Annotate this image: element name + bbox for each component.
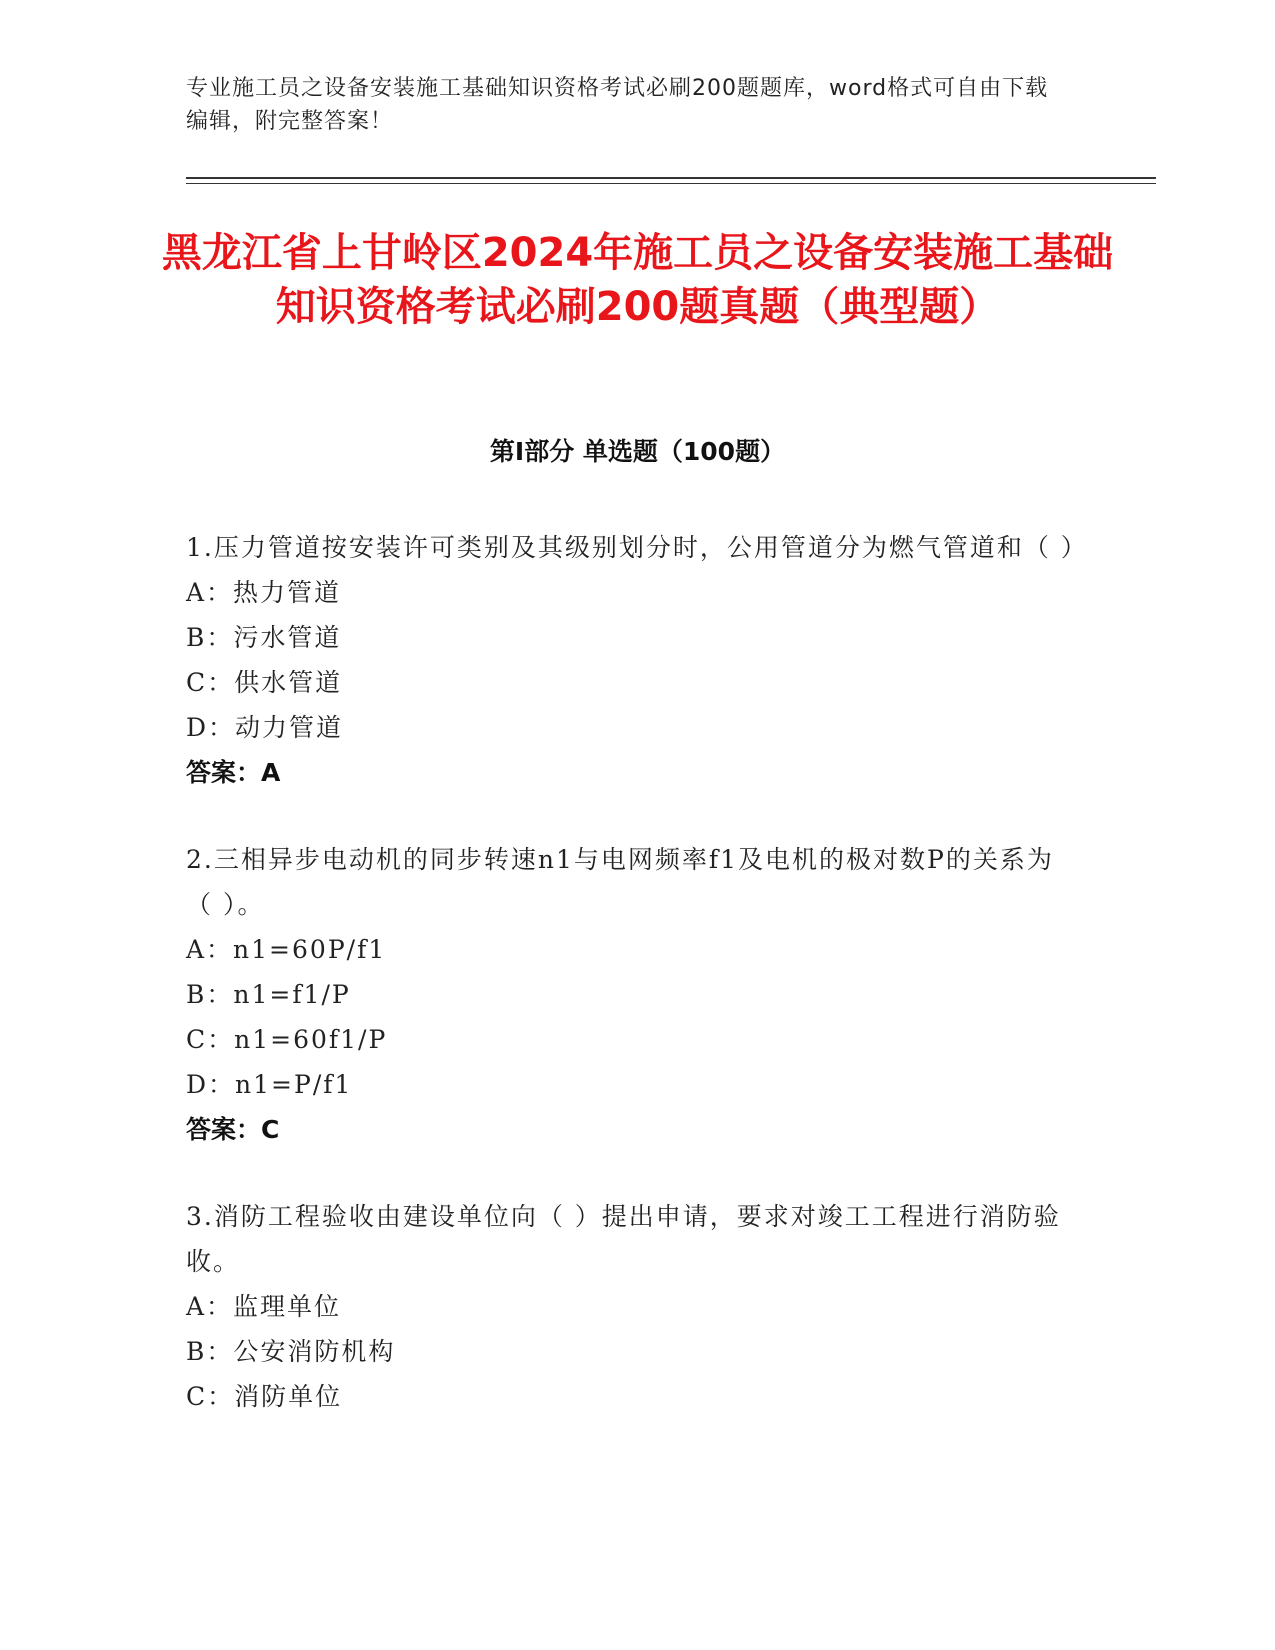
- question-1: [186, 525, 1088, 795]
- option-a: A：热力管道: [186, 578, 342, 607]
- question-list: [186, 525, 1088, 1461]
- option-c: C：供水管道: [186, 668, 343, 697]
- option-a: A：n1=60P/f1: [186, 935, 387, 964]
- header-divider-thin: [186, 183, 1156, 184]
- option-a: A：监理单位: [186, 1292, 342, 1321]
- question-3: [186, 1194, 1076, 1419]
- answer: 答案：A: [186, 758, 281, 787]
- option-c: C：消防单位: [186, 1382, 343, 1411]
- header-divider-thick: [186, 177, 1156, 179]
- option-d: D：动力管道: [186, 713, 344, 742]
- question-stem: 1.压力管道按安装许可类别及其级别划分时，公用管道分为燃气管道和（ ）: [186, 533, 1088, 562]
- option-c: C：n1=60f1/P: [186, 1025, 388, 1054]
- option-d: D：n1=P/f1: [186, 1070, 353, 1099]
- answer: 答案：C: [186, 1115, 280, 1144]
- document-title: 黑龙江省上甘岭区2024年施工员之设备安装施工基础知识资格考试必刷200题真题（典型题）: [161, 230, 1114, 330]
- option-b: B：公安消防机构: [186, 1337, 396, 1366]
- header-note: 专业施工员之设备安装施工基础知识资格考试必刷200题题库，word格式可自由下载编辑，附完整答案！: [186, 76, 1049, 134]
- question-stem: 3.消防工程验收由建设单位向（ ）提出申请，要求对竣工工程进行消防验收。: [186, 1202, 1061, 1276]
- question-2: [186, 837, 1076, 1152]
- section-heading: 第I部分 单选题（100题）: [489, 437, 786, 466]
- question-stem: 2.三相异步电动机的同步转速n1与电网频率f1及电机的极对数P的关系为（ ）。: [186, 845, 1054, 919]
- option-b: B：污水管道: [186, 623, 342, 652]
- option-b: B：n1=f1/P: [186, 980, 351, 1009]
